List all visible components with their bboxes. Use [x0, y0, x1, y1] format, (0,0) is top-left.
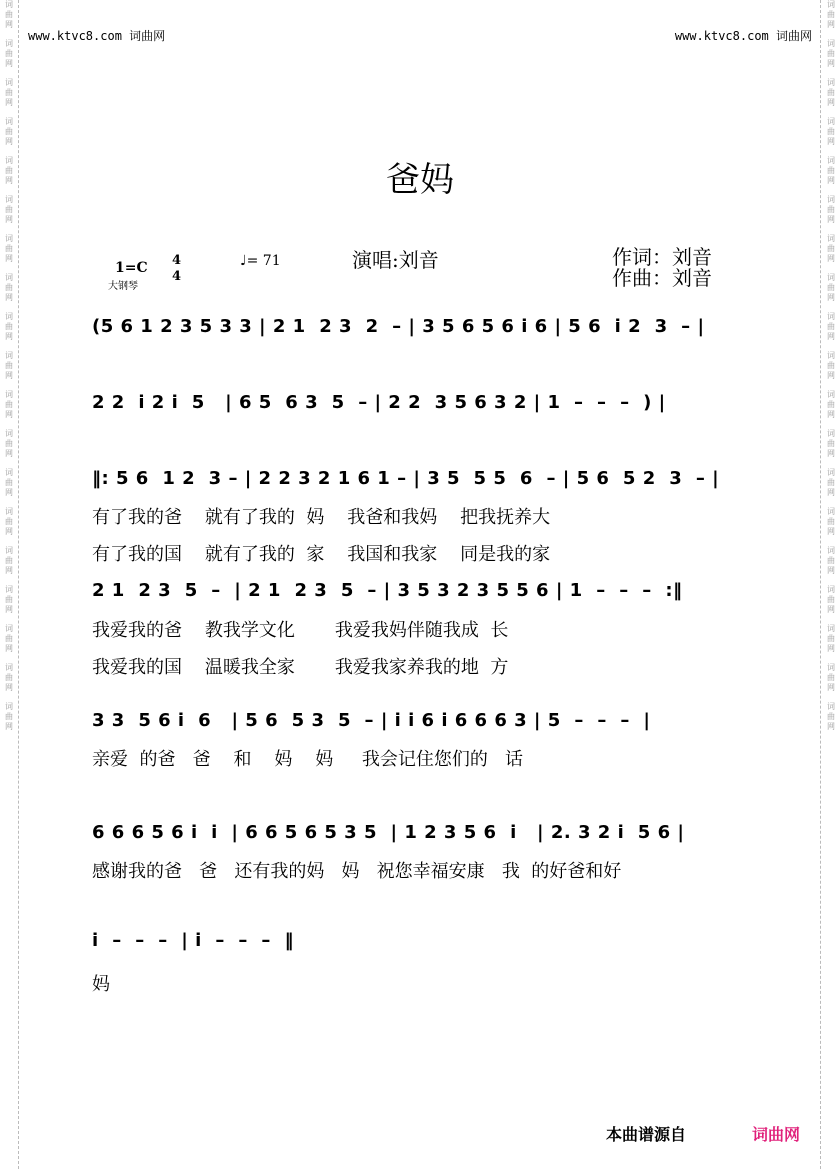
- singer: 演唱:刘音: [352, 248, 439, 272]
- watermark-text: 词 曲 网: [827, 78, 835, 107]
- watermark-text: 词 曲 网: [5, 195, 13, 224]
- watermark-text: 词 曲 网: [827, 507, 835, 536]
- watermark-text: 词 曲 网: [827, 195, 835, 224]
- notes: (5 6 1 2 3 5 3 3 | 2 1 2 3 2 – | 3 5 6 5 6 i 6 | 5 6 i 2 3 – |: [92, 316, 705, 337]
- watermark-text: 词 曲 网: [827, 234, 835, 263]
- footer-brand-link[interactable]: 词曲网: [752, 1125, 801, 1144]
- lyric-line: 妈: [92, 974, 110, 995]
- watermark-text: 词 曲 网: [5, 390, 13, 419]
- header-right-url[interactable]: www.ktvc8.com 词曲网: [674, 29, 812, 43]
- watermark-text: 词 曲 网: [5, 507, 13, 536]
- watermark-text: 词 曲 网: [5, 156, 13, 185]
- watermark-text: 词 曲 网: [827, 663, 835, 692]
- notes: ‖: 5 6 1 2 3 – | 2 2 3 2 1 6 1 – | 3 5 5 5 6 – | 5 6 5 2 3 – |: [92, 468, 720, 489]
- notes: 6 6 6 5 6 i i | 6 6 5 6 5 3 5 | 1 2 3 5 6 i | 2. 3 2 i 5 6 |: [92, 822, 685, 843]
- watermark-text: 词 曲 网: [827, 312, 835, 341]
- watermark-text: 词 曲 网: [827, 273, 835, 302]
- watermark-text: 词 曲 网: [827, 117, 835, 146]
- watermark-text: 词 曲 网: [827, 156, 835, 185]
- notation-row: [92, 316, 772, 360]
- notes: 2 2 i 2 i 5 | 6 5 6 3 5 – | 2 2 3 5 6 3 2 | 1 – – – ) |: [92, 392, 666, 413]
- watermark-text: 词 曲 网: [827, 546, 835, 575]
- watermark-text: 词 曲 网: [827, 702, 835, 731]
- watermark-text: 词 曲 网: [827, 585, 835, 614]
- watermark-text: 词 曲 网: [827, 429, 835, 458]
- watermark-text: 词 曲 网: [827, 0, 835, 29]
- lyric-line: 有了我的国 就有了我的 家 我国和我家 同是我的家: [92, 544, 551, 565]
- header-left-url[interactable]: www.ktvc8.com 词曲网: [28, 29, 166, 43]
- watermark-text: 词 曲 网: [5, 351, 13, 380]
- notes: i – – – | i – – – ‖: [92, 930, 294, 951]
- watermark-text: 词 曲 网: [5, 546, 13, 575]
- notes: 3 3 5 6 i 6 | 5 6 5 3 5 – | i i 6 i 6 6 6 3 | 5 – – – |: [92, 710, 651, 731]
- watermark-text: 词 曲 网: [5, 39, 13, 68]
- watermark-text: 词 曲 网: [5, 234, 13, 263]
- key-signature: 1=C: [115, 260, 148, 276]
- time-top: 4: [172, 253, 182, 268]
- watermark-text: 词 曲 网: [5, 702, 13, 731]
- lyric-line: 我爱我的爸 教我学文化 我爱我妈伴随我成 长: [92, 620, 509, 641]
- lyric-line: 亲爱 的爸 爸 和 妈 妈 我会记住您们的 话: [92, 749, 524, 770]
- watermark-text: 词 曲 网: [5, 117, 13, 146]
- song-title: 爸妈: [386, 160, 454, 200]
- watermark-text: 词 曲 网: [827, 39, 835, 68]
- tempo: ♩= 71: [240, 253, 281, 269]
- watermark-text: 词 曲 网: [5, 78, 13, 107]
- footer-source-label: 本曲谱源自: [606, 1125, 687, 1144]
- watermark-text: 词 曲 网: [827, 468, 835, 497]
- lyric-line: 感谢我的爸 爸 还有我的妈 妈 祝您幸福安康 我 的好爸和好: [92, 861, 622, 882]
- watermark-text: 词 曲 网: [827, 624, 835, 653]
- notes: 2 1 2 3 5 – | 2 1 2 3 5 – | 3 5 3 2 3 5 5 6 | 1 – – – :‖: [92, 580, 683, 601]
- watermark-text: 词 曲 网: [5, 312, 13, 341]
- watermark-text: 词 曲 网: [5, 273, 13, 302]
- watermark-text: 词 曲 网: [5, 0, 13, 29]
- instrument: 大钢琴: [108, 281, 138, 292]
- watermark-text: 词 曲 网: [827, 351, 835, 380]
- notation-row: [92, 392, 772, 436]
- watermark-text: 词 曲 网: [5, 663, 13, 692]
- lyric-line: 有了我的爸 就有了我的 妈 我爸和我妈 把我抚养大: [92, 507, 551, 528]
- watermark-text: 词 曲 网: [5, 624, 13, 653]
- lyric-line: 我爱我的国 温暖我全家 我爱我家养我的地 方: [92, 657, 509, 678]
- watermark-text: 词 曲 网: [827, 390, 835, 419]
- watermark-text: 词 曲 网: [5, 429, 13, 458]
- watermark-text: 词 曲 网: [5, 585, 13, 614]
- composer: 作曲：刘音: [612, 266, 712, 290]
- lyricist: 作词：刘音: [612, 245, 712, 269]
- watermark-text: 词 曲 网: [5, 468, 13, 497]
- time-bottom: 4: [172, 269, 182, 284]
- notation-row: [92, 930, 772, 974]
